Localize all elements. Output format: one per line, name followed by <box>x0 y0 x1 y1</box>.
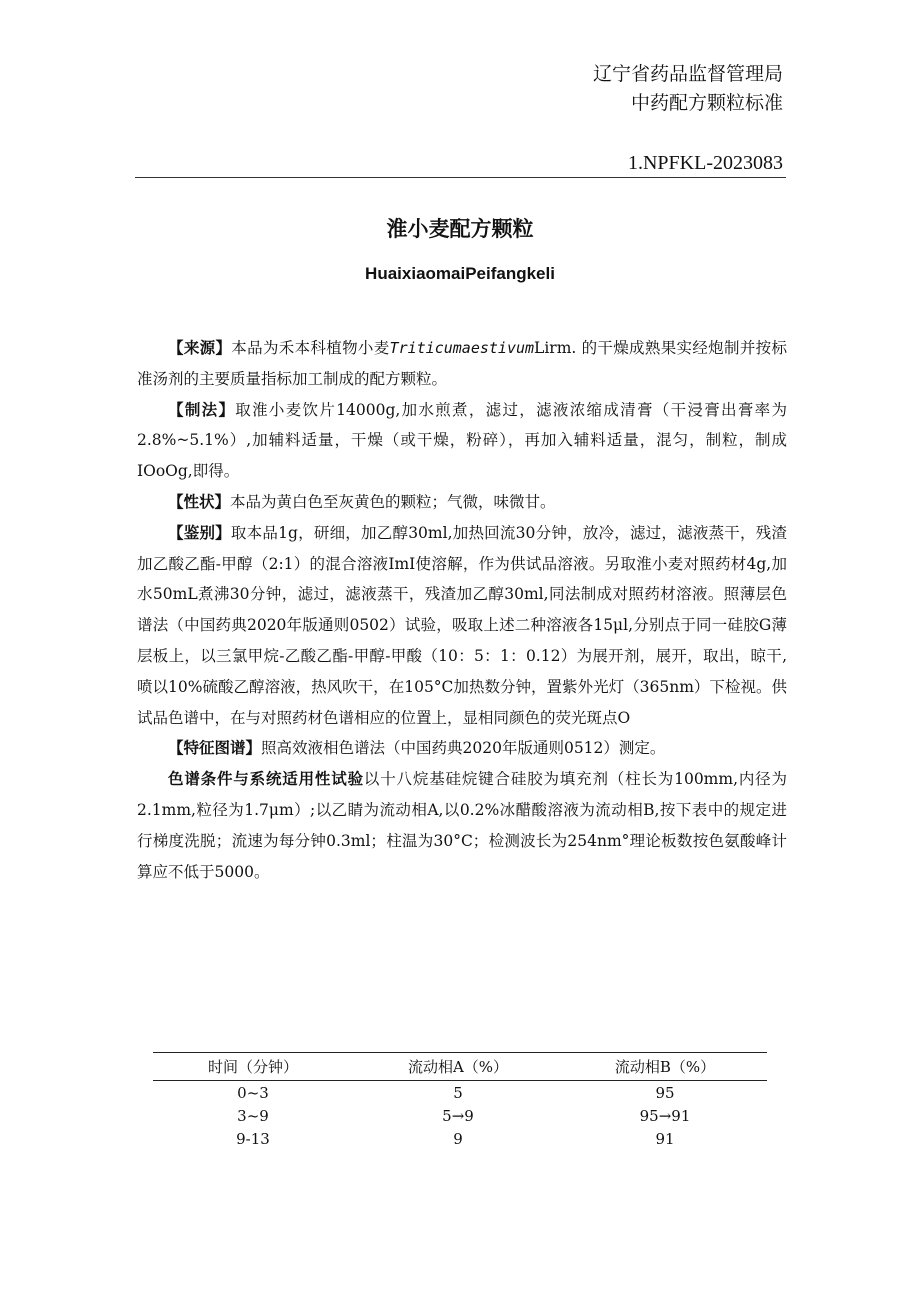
table-cell-phase-a: 5 <box>453 1083 463 1102</box>
column-header-time: 时间（分钟） <box>153 1053 353 1081</box>
column-header-phase-b: 流动相B（%） <box>563 1053 767 1081</box>
table-cell-phase-a: 5→9 <box>442 1106 474 1125</box>
fingerprint-label: 【特征图谱】 <box>168 738 262 758</box>
source-paragraph <box>137 333 787 395</box>
character-text: 本品为黄白色至灰黄色的颗粒；气微，味微甘。 <box>230 492 556 511</box>
identification-text: 取本品1g，研细，加乙醇30ml,加热回流30分钟，放冷，滤过，滤液蒸干，残渣加乙酸乙酯-甲醇（2:1）的混合溶液ImI使溶解，作为供试品溶液。另取淮小麦对照药材4g,加水50mL煮沸30分钟，滤过，滤液蒸干，残渣加乙醇30ml,同法制成对照药材溶液。照薄层色谱法（中国药典2020年版通则0502）试验，吸取上述二种溶液各15μl,分别点于同一硅胶G薄层板上，以三氯甲烷-乙酸乙酯-甲醇-甲酸（10：5：1：0.12）为展开剂，展开，取出，晾干,喷以10%硫酸乙醇溶液，热风吹干，在105°C加热数分钟，置紫外光灯（365nm）下检视。供试品色谱中，在与对照药材色谱相应的位置上，显相同颜色的荧光斑点O <box>137 523 787 727</box>
identification-label: 【鉴别】 <box>168 522 231 542</box>
character-label: 【性状】 <box>168 491 231 511</box>
chromatography-label: 色谱条件与系统适用性试验 <box>168 769 364 789</box>
character-paragraph <box>137 487 787 518</box>
method-paragraph <box>137 395 787 487</box>
source-text-after: Lirm. 的干燥成熟果实经炮制并按标准汤剂的主要质量指标加工制成的配方颗粒。 <box>137 339 787 388</box>
latin-name: Triticumaestivum <box>389 339 535 357</box>
table-cell-time: 0~3 <box>237 1083 269 1102</box>
table-cell-phase-b: 95→91 <box>639 1106 691 1125</box>
gradient-table <box>153 1052 767 1150</box>
chromatography-text: 以十八烷基硅烷键合硅胶为填充剂（柱长为100mm,内径为2.1mm,粒径为1.7μm）;以乙睛为流动相A,以0.2%冰醋酸溶液为流动相B,按下表中的规定进行梯度洗脱；流速为每分钟0.3ml；柱温为30°C；检测波长为254nm°理论板数按色氨酸峰计算应不低于5000。 <box>137 770 787 881</box>
document-body <box>137 333 787 887</box>
table-cell-phase-b: 95 <box>655 1083 675 1102</box>
column-header-phase-a: 流动相A（%） <box>353 1053 563 1081</box>
method-label: 【制法】 <box>168 399 236 419</box>
table-header-row <box>153 1053 767 1081</box>
source-text-before: 本品为禾本科植物小麦 <box>231 339 390 357</box>
authority-name: 辽宁省药品监督管理局 <box>592 63 783 85</box>
chromatography-paragraph <box>137 764 787 887</box>
header-divider <box>135 177 786 178</box>
document-code: 1.NPFKL-2023083 <box>627 152 783 174</box>
fingerprint-text: 照高效液相色谱法（中国药典2020年版通则0512）测定。 <box>261 739 666 758</box>
identification-paragraph <box>137 518 787 734</box>
table-row <box>153 1104 767 1127</box>
table-cell-phase-a: 9 <box>453 1129 463 1148</box>
table-cell-time: 9-13 <box>236 1129 270 1148</box>
page-title: 淮小麦配方颗粒 <box>386 216 534 241</box>
source-label: 【来源】 <box>168 338 232 357</box>
table-row <box>153 1127 767 1150</box>
method-text: 取淮小麦饮片14000g,加水煎煮，滤过，滤液浓缩成清膏（干浸膏出膏率为2.8%~5.1%）,加辅料适量，干燥（或干燥，粉碎），再加入辅料适量，混匀，制粒，制成IOoOg,即得。 <box>137 400 787 481</box>
standard-type: 中药配方颗粒标准 <box>630 92 783 114</box>
table-row <box>153 1081 767 1105</box>
fingerprint-paragraph <box>137 733 787 764</box>
table-cell-phase-b: 91 <box>655 1129 675 1148</box>
issuing-authority <box>593 60 783 118</box>
pinyin-title: HuaixiaomaiPeifangkeli <box>365 264 555 283</box>
table-cell-time: 3~9 <box>237 1106 269 1125</box>
